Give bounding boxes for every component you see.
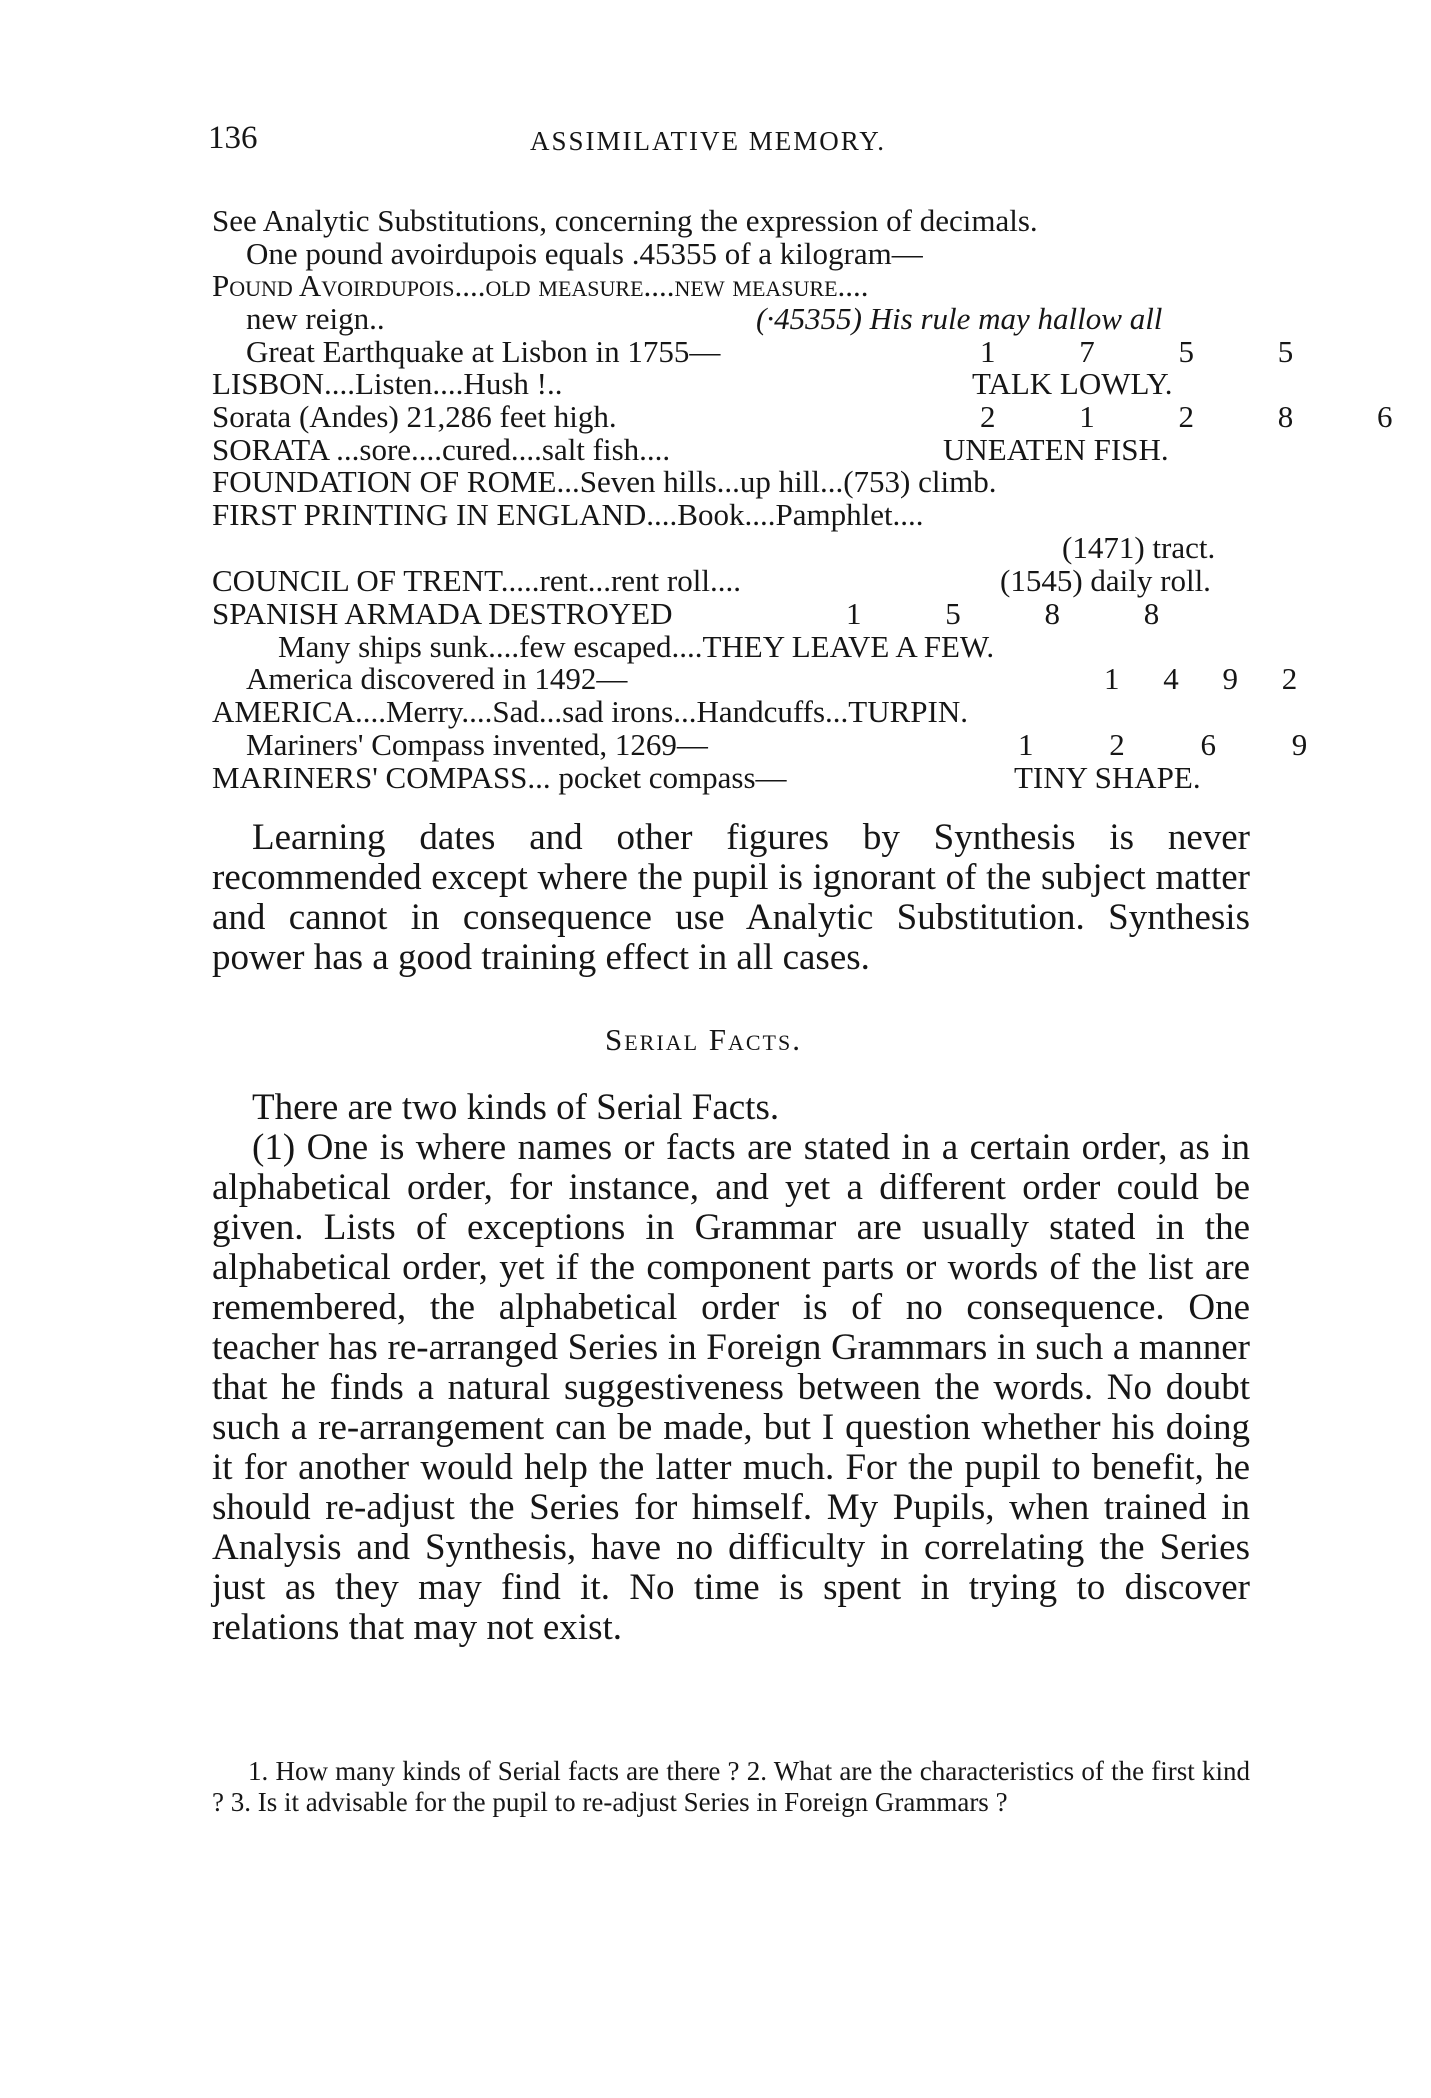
- paragraph-text: There are two kinds of Serial Facts.: [252, 1087, 780, 1128]
- mnemonic-line-17a: Mariners' Compass invented, 1269—: [246, 727, 708, 762]
- mnemonic-line-4b: (·45355) His rule may hallow all: [756, 301, 1163, 336]
- mnemonic-line-11: (1471) tract.: [1062, 530, 1216, 565]
- paragraph-text: (1) One is where names or facts are stated in a certain order, as in alphabetical order, for instance, and yet a different order could be given. Lists of exceptions in Grammar are usually stated in the alphabetical order, yet if the component parts or words of the list are remembered, the alphabetical order is of no consequence. One teacher has re-arranged Series in Foreign Grammars in such a manner that he finds a natural suggestiveness between the words. No doubt such a re-arrangement can be made, but I question whether his doing it for another would help the latter much. For the pupil to benefit, he should re-adjust the Series for himself. My Pupils, when trained in Analysis and Synthesis, have no difficulty in correlating the Series just as they may find it. No time is spent in trying to discover relations that may not exist.: [212, 1127, 1250, 1648]
- mnemonic-line-6a: LISBON....Listen....Hush !..: [212, 366, 563, 401]
- mnemonic-line-13b: 1 5 8 8: [846, 596, 1198, 631]
- mnemonic-line-8a: SORATA ...sore....cured....salt fish....: [212, 432, 671, 467]
- mnemonic-line-18b: TINY SHAPE.: [1014, 760, 1201, 795]
- mnemonic-line-15b: 1 4 9 2: [1104, 661, 1316, 696]
- mnemonic-line-9: FOUNDATION OF ROME...Seven hills...up hill...(753) climb.: [212, 464, 997, 499]
- mnemonic-line-12a: COUNCIL OF TRENT.....rent...rent roll....: [212, 563, 741, 598]
- mnemonic-line-5a: Great Earthquake at Lisbon in 1755—: [246, 334, 721, 369]
- mnemonic-line-6b: TALK LOWLY.: [972, 366, 1173, 401]
- serial-facts-body: [212, 1088, 1250, 1648]
- review-questions: [212, 1756, 1250, 1818]
- mnemonic-line-15a: America discovered in 1492—: [246, 661, 628, 696]
- mnemonic-line-13a: SPANISH ARMADA DESTROYED: [212, 596, 673, 631]
- mnemonic-line-7a: Sorata (Andes) 21,286 feet high.: [212, 399, 617, 434]
- questions-text: 1. How many kinds of Serial facts are there ? 2. What are the characteristics of the first kind ? 3. Is it advisable for the pupil to re-adjust Series in Foreign Grammars ?: [212, 1756, 1250, 1817]
- mnemonic-line-12b: (1545) daily roll.: [1000, 563, 1211, 598]
- mnemonic-line-16: AMERICA....Merry....Sad...sad irons...Handcuffs...TURPIN.: [212, 694, 968, 729]
- synthesis-paragraph: [212, 818, 1250, 978]
- mnemonic-line-10: FIRST PRINTING IN ENGLAND....Book....Pamphlet....: [212, 497, 924, 532]
- mnemonic-line-8b: UNEATEN FISH.: [943, 432, 1169, 467]
- mnemonic-line-1: See Analytic Substitutions, concerning the expression of decimals.: [212, 203, 1038, 238]
- mnemonic-line-2: One pound avoirdupois equals .45355 of a kilogram—: [246, 236, 923, 271]
- mnemonic-line-14: Many ships sunk....few escaped....THEY LEAVE A FEW.: [278, 629, 995, 664]
- mnemonic-line-3: Pound Avoirdupois....old measure....new measure....: [212, 268, 869, 303]
- mnemonic-line-7b: 2 1 2 8 6: [980, 399, 1431, 434]
- section-heading: Serial Facts.: [605, 1022, 802, 1057]
- running-title: ASSIMILATIVE MEMORY.: [530, 126, 887, 156]
- mnemonic-line-17b: 1 2 6 9: [1018, 727, 1342, 762]
- paragraph-text: Learning dates and other figures by Synthesis is never recommended except where the pupil is ignorant of the subject matter and cannot in consequence use Analytic Substitution. Synthesis power has a good training effect in all cases.: [212, 817, 1250, 978]
- mnemonic-line-4a: new reign..: [246, 301, 385, 336]
- page-number: 136: [208, 120, 258, 156]
- mnemonic-line-5b: 1 7 5 5: [980, 334, 1332, 369]
- mnemonic-line-18a: MARINERS' COMPASS... pocket compass—: [212, 760, 787, 795]
